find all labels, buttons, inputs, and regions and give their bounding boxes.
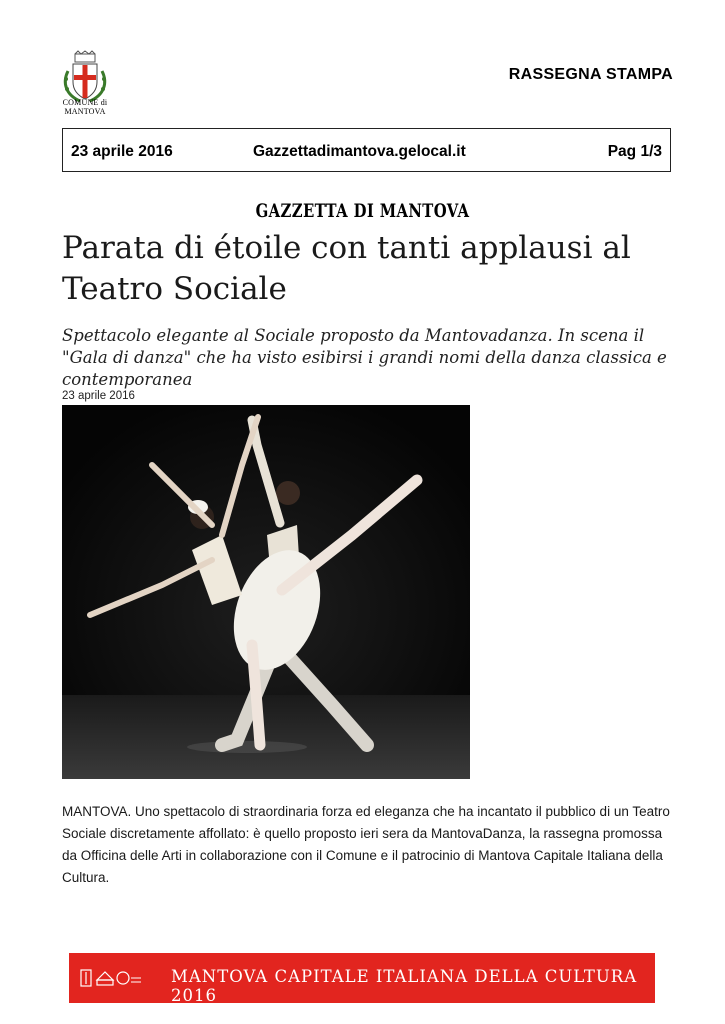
info-source: Gazzettadimantova.gelocal.it bbox=[253, 143, 466, 160]
footer-banner bbox=[69, 953, 655, 1003]
article-subtitle: Spettacolo elegante al Sociale proposto da Mantovadanza. In scena il "Gala di danza" che ha visto esibirsi i grandi nomi della danza classica e contemporanea bbox=[62, 326, 667, 389]
logo-caption-line1: COMUNE di bbox=[62, 98, 108, 107]
logo-caption-line2: MANTOVA bbox=[64, 107, 106, 116]
article-headline: Parata di étoile con tanti applausi al Teatro Sociale bbox=[62, 230, 631, 307]
footer-banner-text: MANTOVA CAPITALE ITALIANA DELLA CULTURA 2016 bbox=[171, 967, 638, 1005]
article-body: MANTOVA. Uno spettacolo di straordinaria forza ed eleganza che ha incantato il pubblico di un Teatro Sociale discretamente affollato: è quello proposto ieri sera da MantovaDanza, la rassegna promossa da Officina delle Arti in collaborazione con il Comune e il patrocinio di Mantova Capitale Italiana della Cultura. bbox=[62, 804, 670, 885]
info-date: 23 aprile 2016 bbox=[71, 143, 173, 160]
info-box bbox=[62, 128, 671, 172]
rassegna-stampa-label: RASSEGNA STAMPA bbox=[508, 66, 673, 83]
logo-caption bbox=[58, 98, 112, 116]
article-photo bbox=[62, 405, 470, 779]
info-page-number: Pag 1/3 bbox=[607, 143, 662, 160]
article-date: 23 aprile 2016 bbox=[62, 390, 135, 402]
ballet-dancers-image bbox=[62, 405, 470, 779]
newspaper-masthead: GAZZETTA DI MANTOVA bbox=[255, 200, 470, 222]
unesco-logos-icon bbox=[79, 966, 143, 990]
